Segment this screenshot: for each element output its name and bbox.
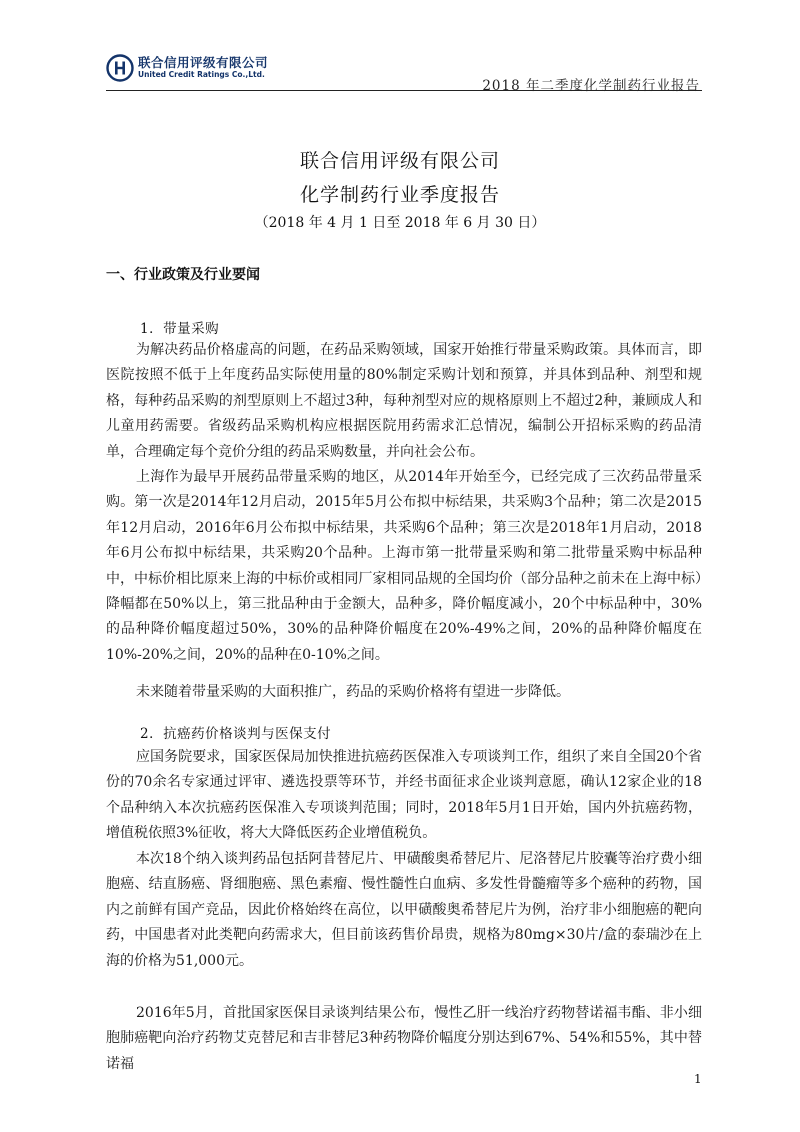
page-header bbox=[106, 52, 702, 94]
document-period: （2018 年 4 月 1 日至 2018 年 6 月 30 日） bbox=[254, 215, 546, 231]
subsection-heading-anticancer-pricing: 2．抗癌药价格谈判与医保支付 bbox=[140, 726, 332, 742]
paragraph: 应国务院要求，国家医保局加快推进抗癌药医保准入专项谈判工作，组织了来自全国20个省份的70余名专家通过评审、遴选投票等环节，并经书面征求企业谈判意愿，确认12家企业的18个品种纳入本次抗癌药医保准入专项谈判范围；同时，2018年5月1日开始，国内外抗癌药物，增值税依照3%征收，将大大降低医药企业增值税负。 bbox=[106, 749, 702, 842]
company-logo-icon bbox=[106, 54, 134, 82]
subsection-heading-volume-procurement: 1．带量采购 bbox=[140, 321, 220, 337]
logo-english-name: United Credit Ratings Co.,Ltd. bbox=[138, 70, 265, 79]
paragraph: 上海作为最早开展药品带量采购的地区，从2014年开始至今，已经完成了三次药品带量采购。第一次是2014年12月启动，2015年5月公布拟中标结果，共采购3个品种；第二次是2015年12月启动，2016年6月公布拟中标结果，共采购6个品种；第三次是2018年1月启动，2018年6月公布拟中标结果，共采购20个品种。上海市第一批带量采购和第二批带量采购中标品种中，中标价相比原来上海的中标价或相同厂家相同品规的全国均价（部分品种之前未在上海中标）降幅都在50%以上，第三批品种由于金额大，品种多，降价幅度减小，20个中标品种中，30%的品种降价幅度超过50%，30%的品种降价幅度在20%-49%之间，20%的品种降价幅度在10%-20%之间，20%的品种在0-10%之间。 bbox=[106, 469, 702, 663]
document-company-title: 联合信用评级有限公司 bbox=[299, 150, 500, 172]
running-header-title: 2018 年二季度化学制药行业报告 bbox=[482, 78, 700, 94]
paragraph: 本次18个纳入谈判药品包括阿昔替尼片、甲磺酸奥希替尼片、尼洛替尼片胶囊等治疗费小细胞癌、结直肠癌、肾细胞癌、黑色素瘤、慢性髓性白血病、多发性骨髓瘤等多个癌种的药物，国内之前鲜有国产竞品，因此价格始终在高位，以甲磺酸奥希替尼片为例，治疗非小细胞癌的靶向药，中国患者对此类靶向药需求大，但目前该药售价昂贵，规格为80mg×30片/盒的泰瑞沙在上海的价格为51,000元。 bbox=[106, 851, 702, 969]
document-report-title: 化学制药行业季度报告 bbox=[299, 184, 500, 206]
page-number: 1 bbox=[694, 1072, 702, 1086]
section-heading: 一、行业政策及行业要闻 bbox=[106, 267, 260, 283]
paragraph: 为解决药品价格虚高的问题，在药品采购领域，国家开始推行带量采购政策。具体而言，即医院按照不低于上年度药品实际使用量的80%制定采购计划和预算，并具体到品种、剂型和规格，每种药品采购的剂型原则上不超过3种，每种剂型对应的规格原则上不超过2种，兼顾成人和儿童用药需要。省级药品采购机构应根据医院用药需求汇总情况，编制公开招标采购的药品清单，合理确定每个竞价分组的药品采购数量，并向社会公布。 bbox=[106, 342, 702, 460]
logo-chinese-name: 联合信用评级有限公司 bbox=[138, 55, 269, 70]
paragraph: 未来随着带量采购的大面积推广，药品的采购价格将有望进一步降低。 bbox=[136, 684, 570, 700]
company-logo bbox=[106, 54, 268, 82]
header-divider bbox=[106, 90, 702, 91]
paragraph: 2016年5月，首批国家医保目录谈判结果公布，慢性乙肝一线治疗药物替诺福韦酯、非小细胞肺癌靶向治疗药物艾克替尼和吉非替尼3种药物降价幅度分别达到67%、54%和55%，其中替诺福 bbox=[106, 1005, 702, 1072]
